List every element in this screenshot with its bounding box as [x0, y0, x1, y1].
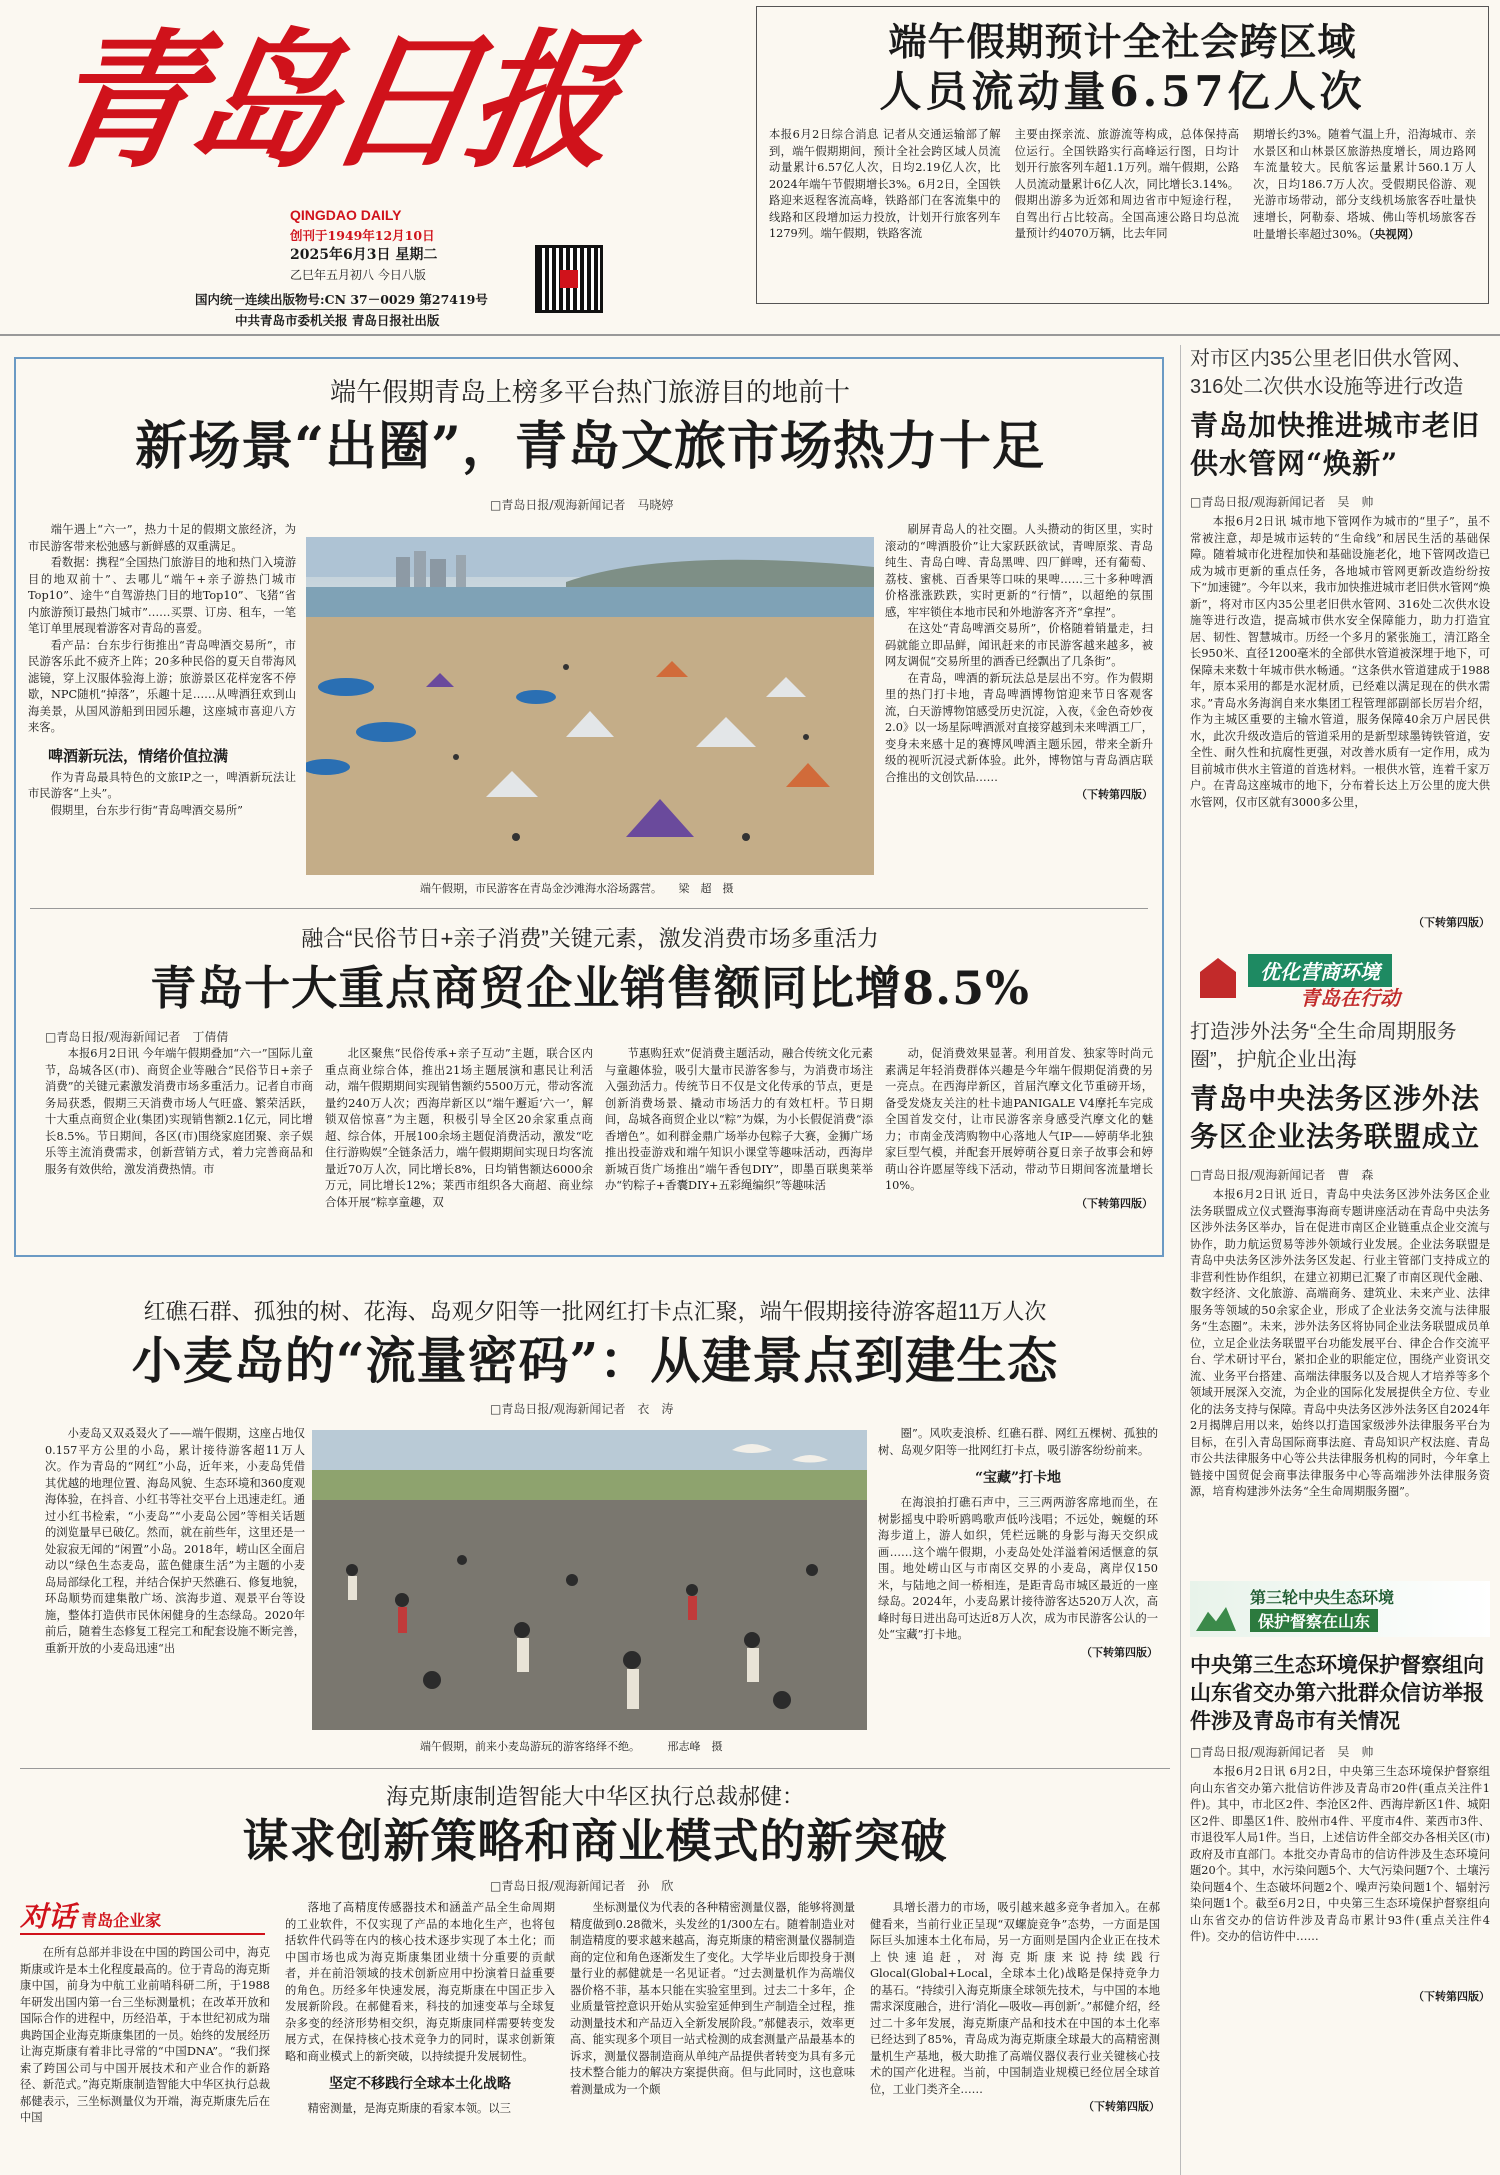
- lead-byline: □青岛日报/观海新闻记者 马晓婷: [490, 498, 674, 512]
- hexagon-col1: 在所有总部并非设在中国的跨国公司中，海克斯康或许是本土化程度最高的。位于青岛的海克斯康中国，前身为中航工业前哨科研二所，于1988年研发出国内第一台三坐标测量机；在改革开放和国际合作的进程中，历经沿革，于本世纪初成为瑞典跨国企业海克斯康集团的一员。始终的发展经历让海克斯康有着非比寻常的“中国DNA”。“我们探索了跨国公司与中国开展技术和产业合作的新路径、新范式。”海克斯康制造智能大中华区执行总裁郝健表示，三坐标测量仪为开端，海克斯康先后在中国: [20, 1946, 270, 2124]
- lead-photo-caption: 端午假期，市民游客在青岛金沙滩海水浴场露营。 梁 超 摄: [420, 882, 734, 895]
- island-photo-caption: 端午假期，前来小麦岛游玩的游客络绎不绝。 邢志峰 摄: [420, 1740, 723, 1753]
- lead-continued-link[interactable]: （下转第四版）: [1076, 788, 1153, 801]
- eco-continued-link[interactable]: （下转第四版）: [1413, 1990, 1490, 2003]
- lead-kicker: 端午假期青岛上榜多平台热门旅游目的地前十: [329, 377, 850, 407]
- eco-body: 本报6月2日讯 6月2日，中央第三生态环境保护督察组向山东省交办第六批信访件涉及青岛市20件(重点关注件1件)。其中，市北区2件、李沧区2件、西海岸新区1件、城阳区2件、即墨区1件、胶州市4件、平度市4件、莱西市3件、市退役军人局1件。当日，上述信访件全部交办各相关区(市)政府及市直部门。本批交办青岛市的信访件涉及生态环境问题20个。其中，水污染问题5个、大气污染问题7个、土壤污染问题4个、生态破坏问题2个、噪声污染问题1个、辐射污染问题1个。截至6月2日，中央第三生态环境保护督察组向山东省交办的信访件涉及青岛市累计93件(重点关注件4件)。交办的信访件中……: [1190, 1765, 1490, 1943]
- island-photo[interactable]: [312, 1430, 867, 1730]
- legal-body: 本报6月2日讯 近日，青岛中央法务区涉外法务区企业法务联盟成立仪式暨海事海商专题讲座活动在青岛中央法务区涉外法务区举办，旨在促进市南区企业链重点企业交流与协作，助力航运贸易等涉外领域行业发展。企业法务联盟是青岛中央法务区涉外法务区发起、行业主管部门支持成立的非营利性协作组织，在建立初期已汇聚了市南区现代金融、数字经济、文化旅游、高端商务、建筑业、未来产业、法律服务等领域的50余家企业，形成了企业法务交流与法律服务“生态圈”。未来，涉外法务区将协同企业法务联盟成员单位，立足企业法务联盟平台功能发展平台、律企合作交流平台、学术研讨平台，紧扣企业的职能定位，围绕产业资讯交流、业务平台搭建、高端法律服务以及合规人才培养等多个领域开展深入交流，为企业的国际化发展提供全方位、专业化的法务支持与保障。青岛中央法务区涉外法务区自2024年2月揭牌启用以来，始终以打造国家级涉外法律服务平台为目标，在引入青岛国际商事法庭、青岛知识产权法庭、青岛市公共法律服务中心等公共法律服务机构的同时，今年拿上链接中国贸促会商事法律服务中心等高端涉外法律服务资源，培育构建涉外法务“全生命周期服务圈”。: [1190, 1188, 1490, 1498]
- right-column: [1190, 345, 1490, 2004]
- issue-date: 2025年6月3日 星期二: [290, 247, 438, 263]
- retail-continued-link[interactable]: （下转第四版）: [1076, 1196, 1153, 1210]
- banner-sub: 青岛在行动: [1300, 988, 1400, 1010]
- business-banner: [1190, 954, 1490, 1010]
- island-col3: 圈”。风吹麦浪桥、红礁石群、网红五棵树、孤独的树、岛观夕阳等一批网红打卡点，吸引游客纷纷前来。 “宝藏”打卡地 在海浪拍打礁石声中，三三两两游客席地而坐，在树影摇曳中聆听鸥鸣歌声低吟浅唱；不远处，蜿蜒的环海步道上，游人如织，凭栏远眺的身影与海天交织成画……这个端午假期，小麦岛处处洋溢着闲适惬意的氛围。地处崂山区与市南区交界的小麦岛，离岸仅150米，与陆地之间一桥相连，是距青岛市城区最近的一座绿岛。2024年，小麦岛累计接待游客达520万人次，高峰时每日进出岛可达近8万人次，成为市民游客公认的一处“宝藏”打卡地。 （下转第四版）: [878, 1427, 1158, 1659]
- headline-box: [756, 6, 1489, 304]
- island-subhead: “宝藏”打卡地: [974, 1470, 1062, 1486]
- publisher-line: 中共青岛市委机关报 青岛日报社出版: [235, 309, 439, 330]
- eco-banner-line2: 保护督察在山东: [1250, 1609, 1378, 1632]
- hexagon-col4: 具增长潜力的市场，吸引越来越多竞争者加入。在郝健看来，当前行业正呈现“双螺旋竞争”态势，一方面是国际巨头加速本土化布局，另一方面则是国内企业正在技术上快速追赶，对海克斯康来说持续践行Glocal(Global+Local，全球本土化)战略是保持竞争力的基石。“持续引入海克斯康全球领先技术，与中国的本地需求深度融合，进行‘消化—吸收—再创新’。”郝健介绍，经过二十多年发展，海克斯康产品和技术在中国的本土化率已经达到了85%，青岛成为海克斯康全球最大的高精密测量机生产基地，极大助推了高端仪器仪表行业关键核心技术的国产化进程。当前，中国制造业规模已经位居全球首位，工业门类齐全…… （下转第四版）: [870, 1901, 1160, 2113]
- headline-col1: 本报6月2日综合消息 记者从交通运输部了解到，端午假期期间，预计全社会跨区域人员流动量累计6.57亿人次，日均2.19亿人次，比2024年端午节假期增长3%。6月2日，全国铁路迎来返程客流高峰，铁路部门在客流集中的线路和区段增加运力投放，计划开行旅客列车1279列。端午假期，铁路客流: [769, 128, 1001, 240]
- lead-col3: 刷屏青岛人的社交圈。人头攒动的街区里，实时滚动的“啤酒股价”让大家跃跃欲试，青啤原浆、青岛纯生、青岛白啤、青岛黑啤、四厂鲜啤，还有葡萄、荔枝、蜜桃、百香果等口味的果啤……三十多种啤酒价格涨涨跌跌，实时更新的“行情”，以超绝的氛围感，牢牢锁住本地市民和外地游客齐齐“拿捏”。 在这处“青岛啤酒交易所”，价格随着销量走，扫码就能立即品鲜，闻讯赶来的市民游客越来越多，被网友调侃“交易所里的酒香已经飘出了几条街”。 在青岛，啤酒的新玩法总是层出不穷。作为假期里的热门打卡地，青岛啤酒博物馆迎来节日客观客流，白天游博物馆感受历史沉淀，入夜，《金色奇妙夜2.0》以一场星际啤酒派对直接穿越到未来啤酒工厂，变身未来感十足的赛博风啤酒主题乐园，带来全新升级的视听沉浸式新体验。此外，博物馆与青岛酒店联合推出的文创饮品…… （下转第四版）: [885, 523, 1153, 801]
- legal-title[interactable]: 青岛中央法务区涉外法务区企业法务联盟成立: [1190, 1082, 1481, 1153]
- eco-banner-line1: 第三轮中央生态环境: [1250, 1590, 1395, 1607]
- masthead-divider: [0, 334, 1500, 336]
- legal-kicker: 打造涉外法务“全生命周期服务圈”，护航企业出海: [1190, 1021, 1457, 1071]
- legal-byline: □青岛日报/观海新闻记者 曹 森: [1190, 1168, 1374, 1182]
- lead-col1: 端午遇上“六一”，热力十足的假期文旅经济，为市民游客带来松弛感与新鲜感的双重满足。 看数据：携程“全国热门旅游目的地和热门入境游目的地双前十”、去哪儿“端午+亲子游热门城市Top10”、途牛“自驾游热门目的地Top10”、飞猪“省内旅游预订最热门城市”……买票、订房、租车，一笔笔订单里展现着游客对青岛的喜爱。 看产品：台东步行街推出“青岛啤酒交易所”，市民游客乐此不疲齐上阵；20多种民俗的夏天自带海风滤镜，穿上汉服体验海上游；旅游景区花样宠客不停歇，NPC随机“掉落”，乐趣十足……从啤酒狂欢到山海美景，从国风游船到田园乐趣，这座城市喜迎八方来客。 啤酒新玩法，情绪价值拉满 作为青岛最具特色的文旅IP之一，啤酒新玩法让市民游客“上头”。 假期里，台东步行街“青岛啤酒交易所”: [28, 523, 296, 817]
- headline-title-line2: 人员流动量6.57亿人次: [879, 67, 1366, 116]
- retail-kicker: 融合“民俗节日+亲子消费”关键元素，激发消费市场多重活力: [301, 926, 879, 951]
- dialogue-tag-small: 青岛企业家: [81, 1911, 162, 1930]
- hexagon-col2: 落地了高精度传感器技术和涵盖产品全生命周期的工业软件，不仅实现了产品的本地化生产，也将包括软件代码等在内的核心技术逐步实现了本土化；而中国市场也成为海克斯康集团业绩十分重要的贡献者，并在前沿领域的技术创新应用中扮演着日益重要的角色。历经多年快速发展，海克斯康在中国正步入发展新阶段。在郝健看来，科技的加速变革与全球复杂多变的经济形势相交织，海克斯康同样需要转变发展方式，在保持核心技术竞争力的同时，谋求创新策略和商业模式上的新突破，以持续提升发展韧性。 坚定不移践行全球本土化战略 精密测量，是海克斯康的看家本领。以三: [285, 1901, 555, 2115]
- right-column-rule: [1180, 345, 1181, 2175]
- retail-title[interactable]: 青岛十大重点商贸企业销售额同比增8.5%: [150, 961, 1030, 1015]
- newspaper-logo: 青岛日报: [34, 14, 626, 188]
- lunar-date: 乙巳年五月初八 今日八版: [290, 268, 426, 282]
- dialogue-tag: [20, 1895, 265, 1935]
- issn-number: 国内统一连续出版物号:CN 37－0029 第27419号: [195, 292, 488, 307]
- qr-code-icon[interactable]: [535, 245, 603, 313]
- retail-byline: □青岛日报/观海新闻记者 丁倩倩: [45, 1030, 229, 1044]
- island-continued-link[interactable]: （下转第四版）: [1081, 1645, 1158, 1659]
- section-divider: [30, 908, 1148, 909]
- banner-label: 优化营商环境: [1248, 954, 1392, 987]
- founded-date: 创刊于1949年12月10日: [290, 228, 435, 243]
- hexagon-title[interactable]: 谋求创新策略和商业模式的新突破: [242, 1814, 948, 1868]
- water-byline: □青岛日报/观海新闻记者 吴 帅: [1190, 495, 1374, 509]
- island-col1: 小麦岛又双叒叕火了——端午假期，这座占地仅0.157平方公里的小岛，累计接待游客超11万人次。作为青岛的“网红”小岛，近年来，小麦岛凭借其优越的地理位置、海岛风貌、生态环境和360度观海体验，在抖音、小红书等社交平台上迅速走红。通过小红书检索，“小麦岛”“小麦岛公园”等相关话题的浏览量早已破亿。然而，就在前些年，这里还是一处寂寂无闻的“闲置”小岛。2018年，崂山区全面启动以“绿色生态麦岛，蓝色健康生活”为主题的小麦岛局部绿化工程，并结合保护天然礁石、修复地貌，环岛顺势而建集散广场、滨海步道、观景平台等设施，整体打造供市民休闲健身的生态绿岛。2020年前后，随着生态修复工程完工和配套设施不断完善，重新开放的小麦岛迅速“出: [45, 1427, 305, 1655]
- mountain-icon: [1196, 1607, 1236, 1631]
- headline-title-line1: 端午假期预计全社会跨区域: [888, 19, 1357, 64]
- island-byline: □青岛日报/观海新闻记者 衣 涛: [490, 1402, 674, 1416]
- english-name: QINGDAO DAILY: [290, 207, 402, 223]
- hexagon-col3: 坐标测量仪为代表的各种精密测量仪器，能够将测量精度做到0.28微米，头发丝的1/300左右。随着制造业对制造精度的要求越来越高，海克斯康的精密测量仪器制造商的定位和角色逐渐发生了变化。大学毕业后即投身于测量行业的郝健就是一名见证者。“过去测量机作为高端仪器价格不菲，基本只能在实验室里到。过去二十多年，企业质量管控意识开始从实验室延伸到生产制造全过程，推动测量技术和产品迈入全新发展阶段。”郝健表示，效率更高、能实现多个项目一站式检测的成套测量产品最基本的诉求，测量仪器制造商从单纯产品提供者转变为具有多元技术整合能力的解决方案提供商。但与此同时，这也意味着测量成为一个颇: [570, 1901, 855, 2096]
- eco-banner: [1190, 1581, 1490, 1637]
- eco-title[interactable]: 中央第三生态环境保护督察组向山东省交办第六批群众信访举报件涉及青岛市有关情况: [1190, 1652, 1484, 1733]
- hexagon-byline: □青岛日报/观海新闻记者 孙 欣: [490, 1879, 674, 1893]
- headline-col2: 主要由探亲流、旅游流等构成，总体保持高位运行。全国铁路实行高峰运行图，日均计划开行旅客列车超1.1万列。端午假期，公路人员流动量累计6亿人次，同比增长3.14%。假期出游多为近郊和周边省市中短途行程，自驾出行占比较高。全国高速公路日均总流量预计约4070万辆，比去年同: [1014, 128, 1240, 240]
- eco-byline: □青岛日报/观海新闻记者 吴 帅: [1190, 1745, 1374, 1759]
- headline-source: （央视网）: [1368, 227, 1420, 241]
- dialogue-tag-big: 对话: [20, 1900, 77, 1933]
- hexagon-kicker: 海克斯康制造智能大中华区执行总裁郝健：: [385, 1784, 804, 1809]
- section-divider-2: [20, 1768, 1170, 1769]
- hexagon-subhead: 坚定不移践行全球本土化战略: [329, 2076, 511, 2092]
- headline-col3: 期增长约3%。随着气温上升，沿海城市、亲水景区和山林景区旅游热度增长，周边路网车流量较大。民航客运量累计560.1万人次，日均186.7万人次。受假期民俗游、观光游市场带动，部分支线机场旅客吞吐量快速增长，阿勒泰、塔城、佛山等机场旅客吞吐量增长率超过30%。（央视网）: [1253, 128, 1476, 241]
- beach-photo[interactable]: [306, 537, 874, 875]
- island-kicker: 红礁石群、孤独的树、花海、岛观夕阳等一批网红打卡点汇聚，端午假期接待游客超11万人次: [143, 1299, 1047, 1324]
- hexagon-continued-link[interactable]: （下转第四版）: [1083, 2100, 1160, 2113]
- lead-title[interactable]: 新场景“出圈”，青岛文旅市场热力十足: [135, 416, 1045, 477]
- water-title[interactable]: 青岛加快推进城市老旧供水管网“焕新”: [1190, 409, 1481, 480]
- island-title[interactable]: 小麦岛的“流量密码”：从建景点到建生态: [131, 1331, 1059, 1390]
- building-icon: [1200, 958, 1236, 998]
- water-continued-link[interactable]: （下转第四版）: [1413, 916, 1490, 929]
- retail-body: 本报6月2日讯 今年端午假期叠加“六一”国际儿童节，岛城各区(市)、商贸企业等融合“民俗节日+亲子消费”的关键元素激发消费市场多重活力。记者自市商务局获悉，假期三天消费市场人气旺盛、繁荣活跃，十大重点商贸企业(集团)实现销售额2.1亿元，同比增长8.5%。节日期间，各区(市)围绕家庭团聚、亲子娱乐等主流消费需求，创新营销方式，着力完善商品和服务有效供给，激发消费热情。市 北区聚焦“民俗传承+亲子互动”主题，联合区内重点商业综合体，推出21场主题展演和惠民让利活动，端午假期期间实现销售额约5500万元，带动客流量约240万人次；西海岸新区以“端午邂逅‘六一’，解锁双倍惊喜”为主题，积极引导全区20余家重点商超、综合体，开展100余场主题促消费活动，激发“吃住行游购娱”全链条活力，端午假期期间实现日均客流量近70万人次，同比增长8%，日均销售额达6000余万元，同比增长12%；莱西市组织各大商超、商业综合体开展“粽享童趣，双 节惠购狂欢”促消费主题活动，融合传统文化元素与童趣体验，吸引大量市民游客参与，为消费市场注入强劲活力。传统节日不仅是文化传承的节点，更是创新消费场景、撬动市场活力的有效杠杆。节日期间，岛城各商贸企业以“粽”为媒，为小长假促消费“添香增色”。如利群金鼎广场举办包粽子大赛，金狮广场推出投壶游戏和端午知识小课堂等趣味活动，西海岸新城百货广场推出“端午香包DIY”，即墨百联奥莱举办“钓粽子+香囊DIY+五彩绳编织”等趣味活 动，促消费效果显著。利用首发、独家等时尚元素满足年轻消费群体兴趣是今年端午假期促消费的另一亮点。在西海岸新区，首届汽摩文化节重磅开场，备受发烧友关注的杜卡迪PANIGALE V4摩托车完成全国首发交付，让市民游客亲身感受汽摩文化的魅力；市南金茂湾购物中心落地人气IP——婷萌华北独家巨型气模，并配套开展婷萌谷夏日亲子故事会和婷萌山谷许愿屋等线下活动，带动节日期间客流量增长10%。 （下转第四版）: [45, 1047, 1153, 1210]
- water-kicker: 对市区内35公里老旧供水管网、316处二次供水设施等进行改造: [1190, 348, 1473, 398]
- water-body: 本报6月2日讯 城市地下管网作为城市的“里子”，虽不常被注意，却是城市运转的“生命线”和居民生活的基础保障。随着城市化进程加快和基础设施老化，地下管网改造已成为城市更新的重点任务，各地城市管网更新改造纷纷按下“加速键”。今年以来，我市加快推进城市老旧供水管网“焕新”，将对市区内35公里老旧供水管网、316处二次供水设施等进行改造，提高城市供水安全保障能力，助力打造宜居、韧性、智慧城市。历经一个多月的紧张施工，清江路全长950米、直径1200毫米的全部供水管道被深埋于地下，可保障未来数十年城市供水畅通。“这条供水管道建成于1988年，原本采用的都是水泥材质，已经难以满足现在的供水需求。”青岛水务海润自来水集团工程管理部副部长厉岩介绍，作为主城区重要的主输水管道，服务保障40余万户居民供水，此次升级改造后的管道采用的是新型球墨铸铁管道，安全性、耐久性和抗腐性更强，对改善水质有一定作用，成为目前城市供水主管道的首选材料。一根供水管，连着千家万户。在青岛这座城市的地下，分布着长达上万公里的庞大供水管网，仅市区就有3000多公里，: [1190, 515, 1490, 809]
- lead-subhead: 啤酒新玩法，情绪价值拉满: [48, 746, 229, 765]
